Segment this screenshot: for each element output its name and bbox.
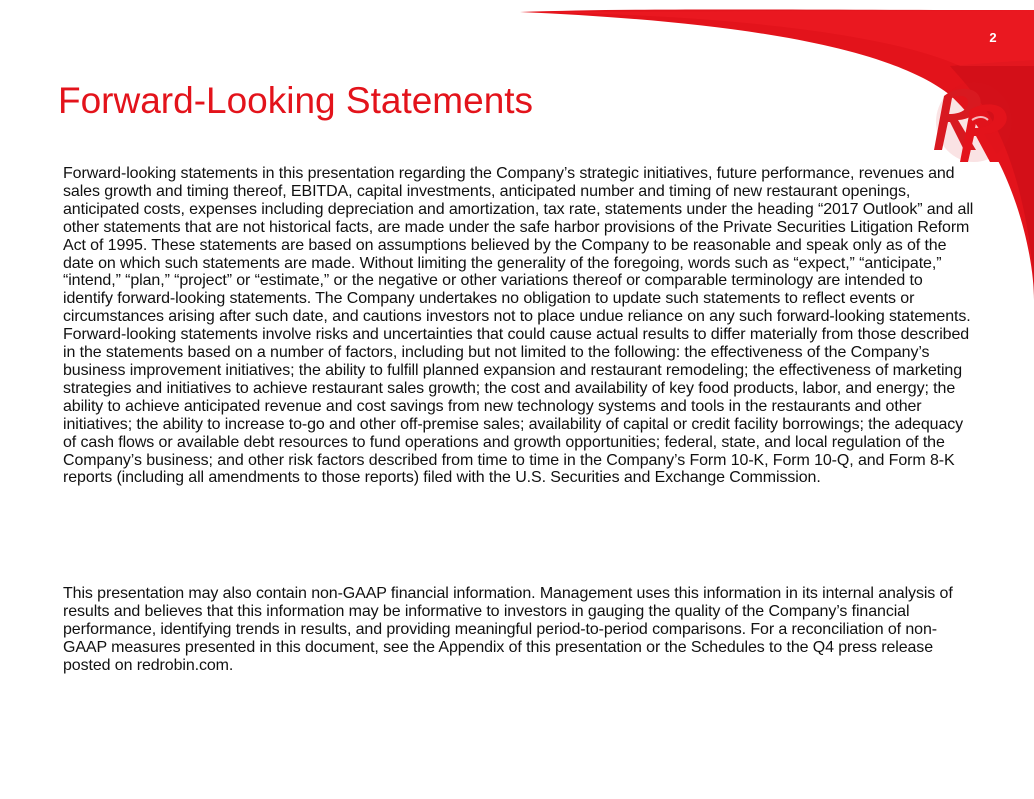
non-gaap-paragraph: This presentation may also contain non-GAAP financial information. Management uses this information in its internal analysis of results and believes that this information may be informative to investors in gauging the quality of the Company’s financial performance, identifying trends in results, and providing meaningful period-to-period comparisons. For a reconciliation of non-GAAP measures presented in this document, see the Appendix of this presentation or the Schedules to the Q4 press release posted on redrobin.com. xyxy=(63,585,953,674)
red-robin-logo-icon xyxy=(930,76,1018,168)
forward-looking-paragraph: Forward-looking statements in this presentation regarding the Company’s strategic initiatives, future performance, revenues and sales growth and timing thereof, EBITDA, capital investments, anticipated number and timing of new restaurant openings, anticipated costs, expenses including depreciation and amortization, tax rate, statements under the heading “2017 Outlook” and all other statements that are not historical facts, are made under the safe harbor provisions of the Private Securities Litigation Reform Act of 1995. These statements are based on assumptions believed by the Company to be reasonable and speak only as of the date on which such statements are made. Without limiting the generality of the foregoing, words such as “expect,” “anticipate,” “intend,” “plan,” “project” or “estimate,” or the negative or other variations thereof or comparable terminology are intended to identify forward-looking statements. The Company undertakes no obligation to update such statements to reflect events or circumstances arising after such date, and cautions investors not to place undue reliance on any such forward-looking statements. Forward-looking statements involve risks and uncertainties that could cause actual results to differ materially from those described in the statements based on a number of factors, including but not limited to the following: the effectiveness of the Company’s business improvement initiatives; the ability to fulfill planned expansion and restaurant remodeling; the effectiveness of marketing strategies and initiatives to achieve restaurant sales growth; the cost and availability of key food products, labor, and energy; the ability to achieve anticipated revenue and cost savings from new technology systems and tools in the restaurants and other initiatives; the ability to increase to-go and other off-premise sales; availability of capital or credit facility borrowings; the adequacy of cash flows or available debt resources to fund operations and growth opportunities; federal, state, and local regulation of the Company’s business; and other risk factors described from time to time in the Company’s Form 10-K, Form 10-Q, and Form 8-K reports (including all amendments to those reports) filed with the U.S. Securities and Exchange Commission. xyxy=(63,165,974,487)
slide-title: Forward-Looking Statements xyxy=(58,80,534,121)
page-number: 2 xyxy=(989,30,997,45)
